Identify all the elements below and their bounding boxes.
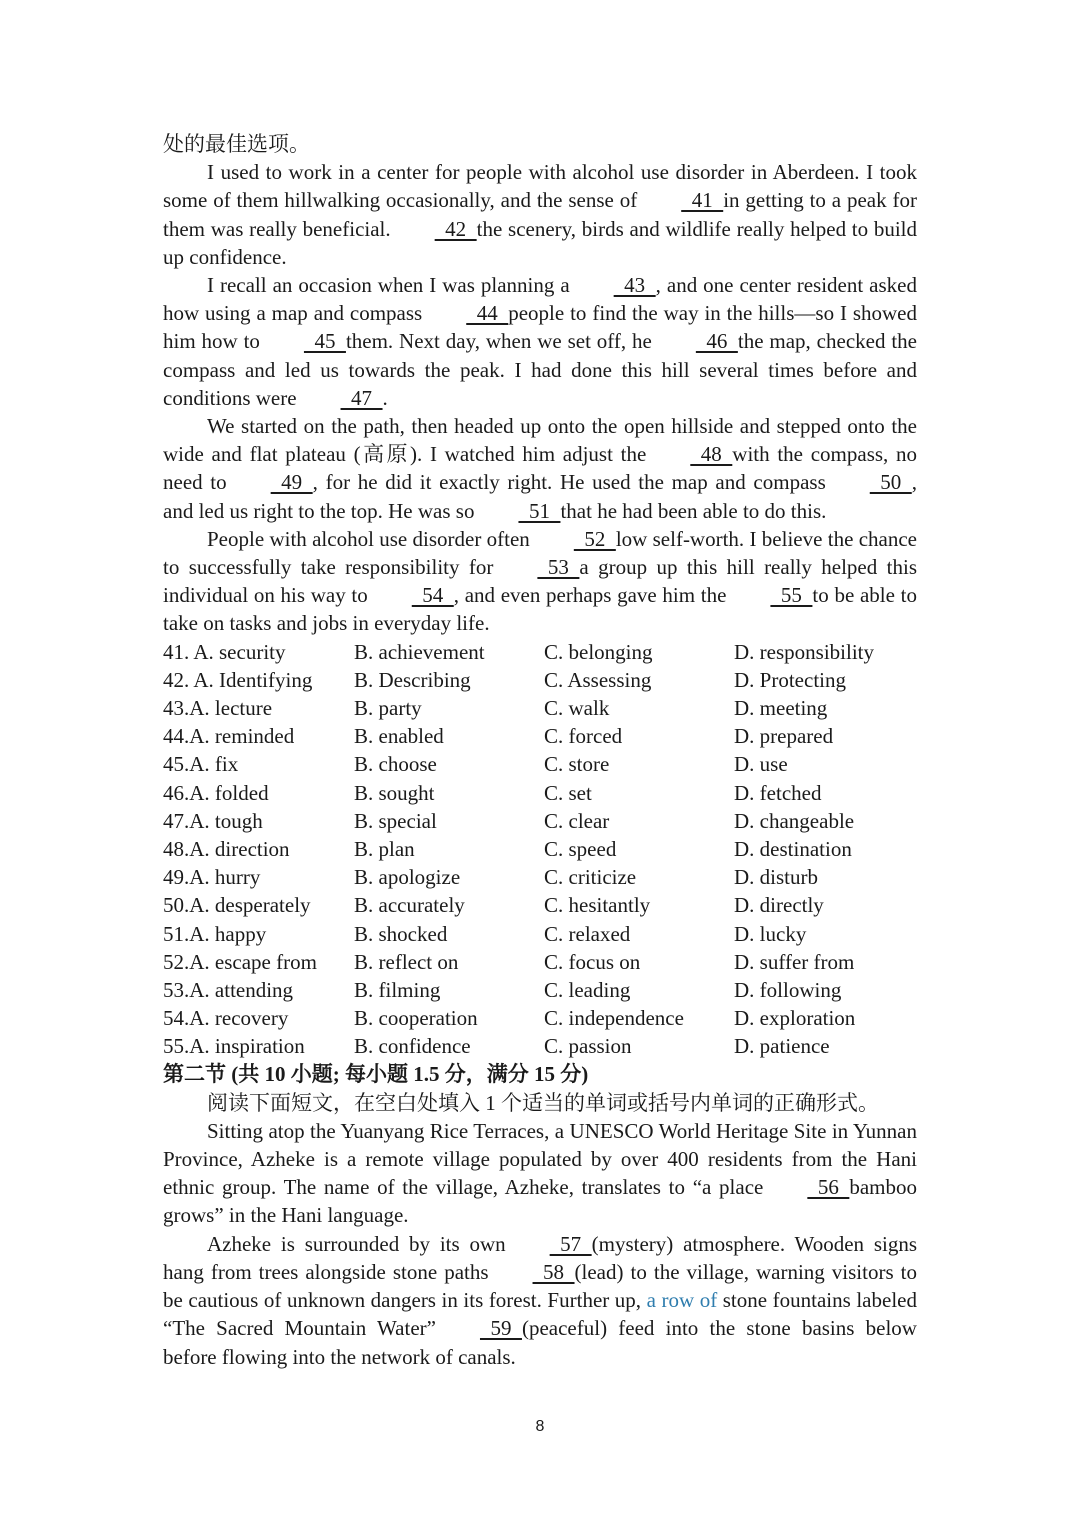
paragraph (163, 525, 917, 638)
option-row (163, 722, 917, 750)
text-run: in getting to a peak for them was really beneficial. (163, 188, 917, 241)
text-run: People with alcohol use disorder often (207, 526, 530, 551)
blank-50[interactable]: 50 (869, 470, 912, 495)
text-run: with the compass, no need to (163, 442, 918, 495)
option-row (163, 779, 917, 807)
blank-59[interactable]: 59 (479, 1316, 522, 1341)
blank-57[interactable]: 57 (549, 1231, 592, 1256)
text-run: bamboo grows” in the Hani language. (163, 1175, 917, 1228)
blank-44[interactable]: 44 (466, 301, 509, 326)
option-d[interactable]: D. meeting (734, 696, 828, 721)
option-d[interactable]: D. exploration (734, 1006, 856, 1031)
option-question[interactable]: 41. A. security (163, 639, 286, 664)
text-run: I used to work in a center for people with alcohol use disorder in Aberdeen. I took some of them hillwalking occasionally, and the sense of (163, 160, 917, 213)
blank-53[interactable]: 53 (537, 555, 580, 580)
option-b[interactable]: B. accurately (354, 893, 465, 918)
option-row (163, 1004, 917, 1032)
options-table (163, 638, 917, 1061)
text-run: people to find the way in the hills—so I showed him how to (163, 301, 917, 354)
option-question[interactable]: 47.A. tough (163, 808, 263, 833)
option-row (163, 638, 917, 666)
option-question[interactable]: 55.A. inspiration (163, 1034, 305, 1059)
option-c[interactable]: C. walk (544, 696, 610, 721)
option-d[interactable]: D. directly (734, 893, 824, 918)
blank-43[interactable]: 43 (613, 273, 656, 298)
option-b[interactable]: B. enabled (354, 724, 444, 749)
option-c[interactable]: C. leading (544, 977, 631, 1002)
page-number: 8 (535, 1418, 545, 1435)
text-run: Sitting atop the Yuanyang Rice Terraces, a UNESCO World Heritage Site in Yunnan Province, Azheke is a remote village populated by over 400 residents from the Hani ethnic group. The name of the village, Azheke, translates to “a place (163, 1118, 917, 1200)
text-run: Azheke is surrounded by its own (207, 1231, 506, 1256)
blank-54[interactable]: 54 (411, 583, 454, 608)
blank-51[interactable]: 51 (518, 498, 561, 523)
grammar-fill-passage (163, 1117, 917, 1371)
option-question[interactable]: 45.A. fix (163, 752, 239, 777)
text-run: a group up this hill really helped this individual on his way to (163, 555, 917, 608)
option-c[interactable]: C. store (544, 752, 610, 777)
option-c[interactable]: C. relaxed (544, 921, 631, 946)
option-c[interactable]: C. belonging (544, 639, 653, 664)
option-row (163, 750, 917, 778)
blank-52[interactable]: 52 (573, 526, 616, 551)
option-row (163, 1032, 917, 1060)
option-question[interactable]: 48.A. direction (163, 836, 290, 861)
page-content (163, 130, 917, 1371)
option-row (163, 863, 917, 891)
blank-56[interactable]: 56 (807, 1175, 850, 1200)
option-c[interactable]: C. Assessing (544, 667, 652, 692)
option-d[interactable]: D. following (734, 977, 842, 1002)
text-run: (peaceful) feed into the stone basins below before flowing into the network of canals. (163, 1316, 917, 1369)
text-run: We started on the path, then headed up onto the open hillside and stepped onto the wide and flat plateau (高原). I watched him adjust the (163, 414, 917, 467)
option-d[interactable]: D. changeable (734, 808, 855, 833)
option-b[interactable]: B. shocked (354, 921, 448, 946)
text-run: them. Next day, when we set off, he (345, 329, 652, 354)
option-d[interactable]: D. prepared (734, 724, 834, 749)
section2-instruction: 阅读下面短文，在空白处填入 1 个适当的单词或括号内单词的正确形式。 (207, 1090, 879, 1115)
option-b[interactable]: B. cooperation (354, 1006, 478, 1031)
text-run: . (382, 385, 388, 410)
option-row (163, 976, 917, 1004)
paragraph (163, 271, 917, 412)
option-b[interactable]: B. choose (354, 752, 437, 777)
text-run: , for he did it exactly right. He used the map and compass (312, 470, 826, 495)
option-c[interactable]: C. set (544, 780, 592, 805)
option-row (163, 920, 917, 948)
text-run: I recall an occasion when I was planning a (207, 273, 570, 298)
option-d[interactable]: D. suffer from (734, 949, 855, 974)
blank-47[interactable]: 47 (340, 385, 383, 410)
option-row (163, 948, 917, 976)
text-run: to be able to take on tasks and jobs in everyday life. (163, 583, 917, 636)
option-d[interactable]: D. patience (734, 1034, 830, 1059)
text-run: low self-worth. I believe the chance to successfully take responsibility for (163, 526, 917, 580)
option-question[interactable]: 43.A. lecture (163, 696, 273, 721)
option-question[interactable]: 52.A. escape from (163, 949, 317, 974)
option-c[interactable]: C. speed (544, 836, 617, 861)
blank-46[interactable]: 46 (695, 329, 738, 354)
option-question[interactable]: 49.A. hurry (163, 865, 261, 890)
option-c[interactable]: C. hesitantly (544, 893, 651, 918)
paragraph (163, 412, 917, 525)
text-run: , and led us right to the top. He was so (163, 470, 917, 523)
option-row (163, 891, 917, 919)
blank-48[interactable]: 48 (690, 442, 733, 467)
option-d[interactable]: D. disturb (734, 865, 818, 890)
paragraph (163, 1230, 917, 1371)
option-question[interactable]: 54.A. recovery (163, 1006, 289, 1031)
option-c[interactable]: C. focus on (544, 949, 641, 974)
option-d[interactable]: D. Protecting (734, 667, 846, 692)
option-c[interactable]: C. clear (544, 808, 610, 833)
cloze-passage (163, 158, 917, 637)
blank-49[interactable]: 49 (270, 470, 313, 495)
option-d[interactable]: D. lucky (734, 921, 807, 946)
blank-45[interactable]: 45 (303, 329, 346, 354)
paragraph (163, 158, 917, 271)
text-run: , and even perhaps gave him the (453, 583, 727, 608)
option-c[interactable]: C. forced (544, 724, 623, 749)
blank-58[interactable]: 58 (532, 1259, 575, 1284)
blank-41[interactable]: 41 (681, 188, 724, 213)
highlighted-text: a row of (641, 1288, 723, 1313)
option-b[interactable]: B. party (354, 696, 422, 721)
text-run: the scenery, birds and wildlife really helped to build up confidence. (163, 216, 918, 269)
option-d[interactable]: D. use (734, 752, 788, 777)
option-b[interactable]: B. special (354, 808, 437, 833)
text-run: the map, checked the compass and led us towards the peak. I had done this hill several times before and conditions were (163, 329, 918, 410)
blank-55[interactable]: 55 (770, 583, 813, 608)
option-question[interactable]: 46.A. folded (163, 780, 269, 805)
option-d[interactable]: D. fetched (734, 780, 822, 805)
paragraph (163, 1117, 917, 1230)
option-c[interactable]: C. criticize (544, 865, 637, 890)
option-c[interactable]: C. passion (544, 1034, 632, 1059)
option-row (163, 694, 917, 722)
option-row (163, 807, 917, 835)
option-question[interactable]: 53.A. attending (163, 977, 294, 1002)
option-b[interactable]: B. reflect on (354, 949, 459, 974)
option-question[interactable]: 44.A. reminded (163, 724, 295, 749)
option-b[interactable]: B. Describing (354, 667, 471, 692)
option-row (163, 835, 917, 863)
option-question[interactable]: 51.A. happy (163, 921, 267, 946)
option-d[interactable]: D. destination (734, 836, 852, 861)
text-run: , and one center resident asked how using a map and compass (163, 273, 917, 326)
option-b[interactable]: B. confidence (354, 1034, 471, 1059)
option-d[interactable]: D. responsibility (734, 639, 874, 664)
text-run: (lead) to the village, warning visitors to be cautious of unknown dangers in its forest. Further up, (163, 1259, 917, 1313)
option-question[interactable]: 50.A. desperately (163, 893, 311, 918)
option-b[interactable]: B. filming (354, 977, 441, 1002)
text-run: (mystery) atmosphere. Wooden signs hang from trees alongside stone paths (163, 1231, 917, 1284)
section2-heading: 第二节 (共 10 小题; 每小题 1.5 分，满分 15 分) (163, 1062, 589, 1087)
text-run: that he had been able to do this. (560, 498, 827, 523)
blank-42[interactable]: 42 (434, 216, 477, 241)
option-b[interactable]: B. achievement (354, 639, 485, 664)
text-run: stone fountains labeled “The Sacred Mountain Water” (163, 1288, 917, 1341)
option-c[interactable]: C. independence (544, 1006, 684, 1031)
option-question[interactable]: 42. A. Identifying (163, 667, 313, 692)
option-b[interactable]: B. sought (354, 780, 435, 805)
intro-tail: 处的最佳选项。 (163, 132, 310, 156)
option-b[interactable]: B. plan (354, 836, 415, 861)
option-b[interactable]: B. apologize (354, 865, 461, 890)
option-row (163, 666, 917, 694)
